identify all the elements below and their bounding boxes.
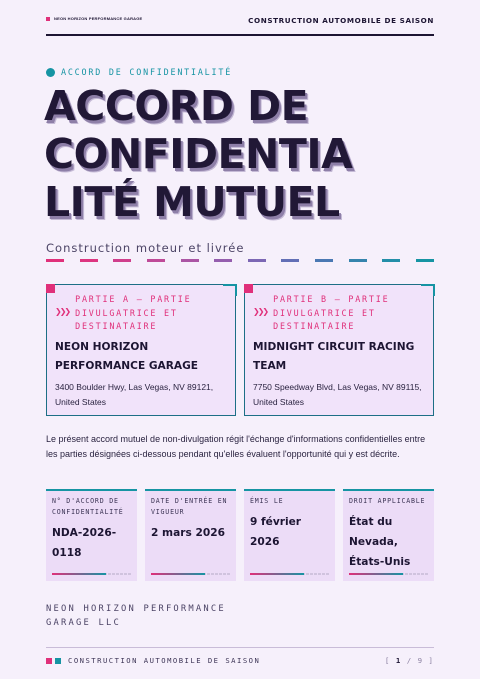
progress-bar — [151, 573, 230, 576]
dashed-divider — [46, 259, 434, 263]
footer-rule — [46, 647, 434, 648]
progress-bar-fill — [250, 573, 304, 576]
party-a-name: NEON HORIZON PERFORMANCE GARAGE — [55, 341, 199, 372]
info-box-effective-date — [145, 489, 236, 581]
page-subtitle: Construction moteur et livrée — [46, 241, 245, 255]
page-current: 1 — [395, 656, 402, 665]
info-box-value: 2 mars 2026 — [151, 527, 225, 539]
info-box-value: 9 février 2026 — [250, 516, 302, 548]
intro-paragraph: Le présent accord mutuel de non-divulgation régit l'échange d'informations confidentielles entre les parties désignées ci-dessous pendant qu'elles évaluent l'opportunité qui y est décrite. — [46, 434, 426, 459]
party-b-label — [253, 293, 423, 334]
header-category: CONSTRUCTION AUTOMOBILE DE SAISON — [248, 16, 434, 25]
teal-square-icon — [55, 658, 61, 664]
info-box-label: DATE D'ENTRÉE EN VIGUEUR — [151, 497, 228, 516]
party-b-address: 7750 Speedway Blvd, Las Vegas, NV 89115, United States — [253, 382, 422, 407]
progress-bar-fill — [52, 573, 106, 576]
progress-bar — [349, 573, 428, 576]
info-box-label: ÉMIS LE — [250, 497, 284, 505]
party-a-label-text: PARTIE A — PARTIE DIVULGATRICE ET DESTINATAIRE — [75, 294, 192, 331]
divider-dash — [281, 259, 299, 262]
header-brand — [46, 16, 142, 21]
eyebrow-text: ACCORD DE CONFIDENTIALITÉ — [61, 67, 233, 77]
footer-text: CONSTRUCTION AUTOMOBILE DE SAISON — [68, 656, 261, 665]
header-rule — [46, 34, 434, 36]
progress-bar-fill — [151, 573, 205, 576]
progress-bar — [250, 573, 329, 576]
divider-dash — [315, 259, 333, 262]
header-brand-text: NEON HORIZON PERFORMANCE GARAGE — [54, 16, 143, 21]
pink-corner-icon — [46, 284, 55, 293]
pink-corner-icon — [244, 284, 253, 293]
party-a-address: 3400 Boulder Hwy, Las Vegas, NV 89121, United States — [55, 382, 214, 407]
divider-dash — [147, 259, 165, 262]
divider-dash — [214, 259, 232, 262]
party-b-name: MIDNIGHT CIRCUIT RACING TEAM — [253, 341, 415, 372]
info-box-value: État du Nevada, États-Unis — [349, 516, 411, 568]
info-box-governing-law — [343, 489, 434, 581]
eyebrow — [46, 67, 232, 77]
progress-bar — [52, 573, 131, 576]
page-title — [44, 82, 444, 226]
party-b-card — [244, 284, 434, 416]
title-line: ACCORD DE — [44, 82, 309, 130]
brand-square-icon — [46, 17, 50, 21]
party-a-card — [46, 284, 236, 416]
info-box-value: NDA-2026-0118 — [52, 527, 117, 559]
divider-dash — [248, 259, 266, 262]
divider-dash — [382, 259, 400, 262]
chevrons-right-icon: ❯❯❯ — [55, 307, 70, 316]
divider-dash — [181, 259, 199, 262]
party-a-label — [55, 293, 225, 334]
info-box-issued-date — [244, 489, 335, 581]
info-box-label: N° D'ACCORD DE CONFIDENTIALITÉ — [52, 497, 124, 516]
party-b-label-text: PARTIE B — PARTIE DIVULGATRICE ET DESTINATAIRE — [273, 294, 390, 331]
company-signature: NEON HORIZON PERFORMANCE GARAGE LLC — [46, 604, 226, 628]
page-total: 9 — [417, 656, 424, 665]
page-number: [ 1 / 9 ] — [384, 656, 434, 665]
info-box-label: DROIT APPLICABLE — [349, 497, 426, 505]
divider-dash — [349, 259, 367, 262]
pink-square-icon — [46, 658, 52, 664]
divider-dash — [80, 259, 98, 262]
teal-dot-icon — [46, 68, 55, 77]
divider-dash — [416, 259, 434, 262]
divider-dash — [46, 259, 64, 262]
chevrons-right-icon: ❯❯❯ — [253, 307, 268, 316]
divider-dash — [113, 259, 131, 262]
title-line: LITÉ MUTUEL — [44, 178, 340, 226]
title-line: CONFIDENTIA — [44, 130, 353, 178]
progress-bar-fill — [349, 573, 403, 576]
info-box-agreement-number — [46, 489, 137, 581]
footer-brand — [46, 656, 260, 665]
